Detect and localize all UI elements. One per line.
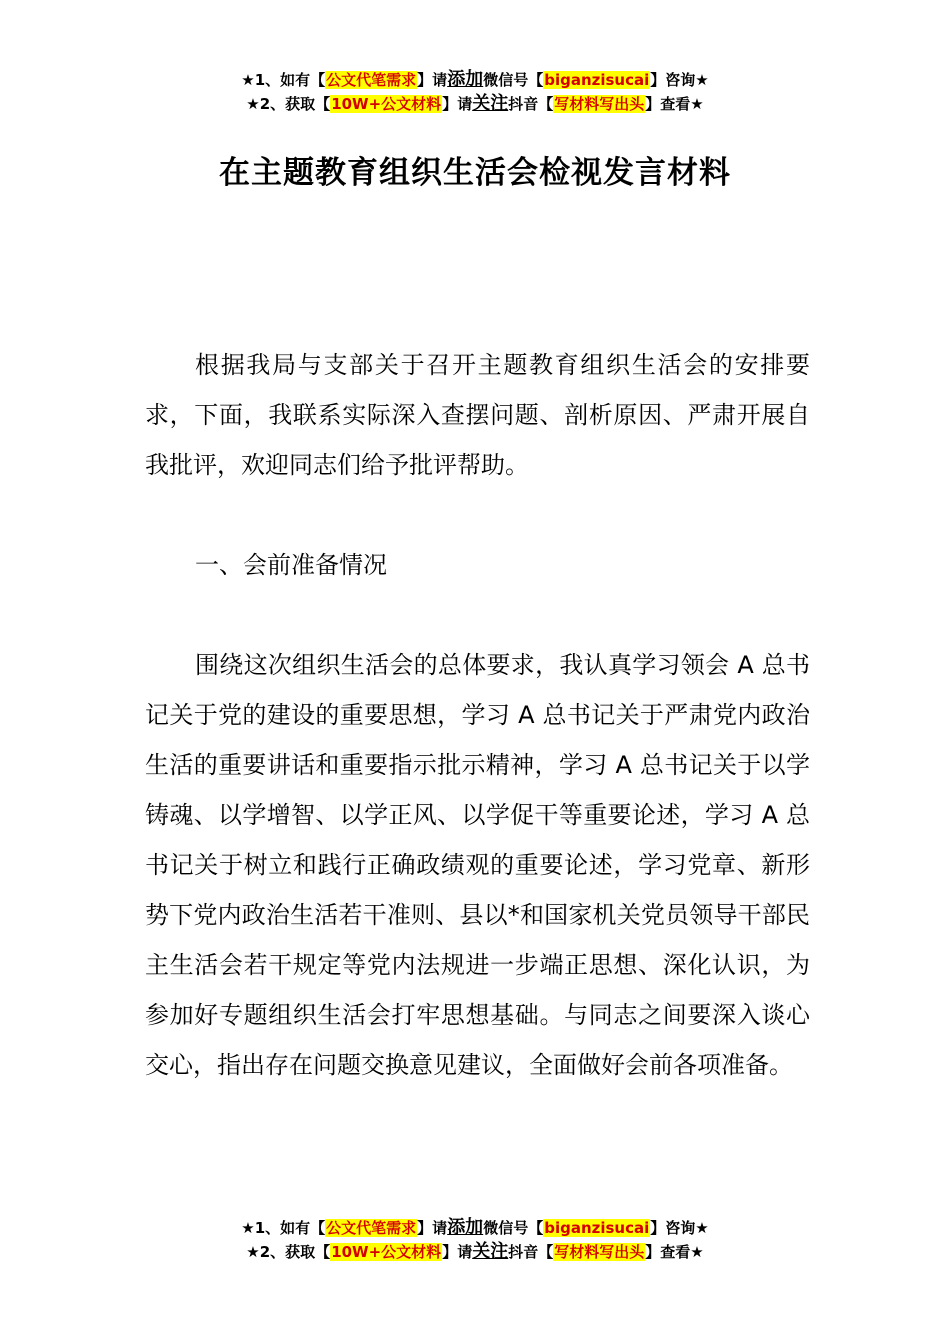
banner-line-2 [0, 1240, 950, 1264]
banner-highlight: 公文代笔需求 [326, 71, 417, 89]
banner-emphasis: 关注 [472, 93, 509, 114]
banner-text: 抖音【 [508, 95, 554, 113]
star-icon: ★ [695, 71, 709, 89]
banner-text: 】咨询 [650, 71, 696, 89]
header-banner [0, 68, 950, 116]
douyin-id: 写材料写出头 [554, 1243, 645, 1261]
banner-line-2 [0, 92, 950, 116]
document-body [145, 340, 810, 1090]
section-paragraph: 围绕这次组织生活会的总体要求，我认真学习领会 A 总书记关于党的建设的重要思想，学习 A 总书记关于严肃党内政治生活的重要讲话和重要指示批示精神，学习 A 总书记关于以学铸魂、以学增智、以学正风、以学促干等重要论述，学习 A 总书记关于树立和践行正确政绩观的重要论述，学习党章、新形势下党内政治生活若干准则、县以*和国家机关党员领导干部民主生活会若干规定等党内法规进一步端正思想、深化认识，为参加好专题组织生活会打牢思想基础。与同志之间要深入谈心交心，指出存在问题交换意见建议，全面做好会前各项准备。 [145, 651, 810, 1079]
banner-text: 2、获取【 [259, 95, 331, 113]
star-icon: ★ [695, 1219, 709, 1237]
banner-text: 】查看 [645, 95, 691, 113]
document-title: 在主题教育组织生活会检视发言材料 [219, 155, 731, 191]
wechat-id: biganzisucai [544, 1219, 650, 1237]
banner-text: 】请 [442, 95, 473, 113]
banner-text: 2、获取【 [259, 1243, 331, 1261]
banner-text: 抖音【 [508, 1243, 554, 1261]
footer-banner [0, 1216, 950, 1264]
wechat-id: biganzisucai [544, 71, 650, 89]
banner-emphasis: 添加 [447, 69, 484, 90]
banner-text: 】请 [417, 1219, 448, 1237]
banner-highlight: 10W+公文材料 [331, 95, 442, 113]
banner-text: 】请 [442, 1243, 473, 1261]
banner-text: 】查看 [645, 1243, 691, 1261]
star-icon: ★ [241, 71, 255, 89]
star-icon: ★ [690, 1243, 704, 1261]
banner-text: 1、如有【 [254, 1219, 326, 1237]
banner-emphasis: 关注 [472, 1241, 509, 1262]
banner-text: 微信号【 [483, 1219, 544, 1237]
star-icon: ★ [246, 1243, 260, 1261]
star-icon: ★ [690, 95, 704, 113]
banner-highlight: 公文代笔需求 [326, 1219, 417, 1237]
section-heading: 一、会前准备情况 [195, 551, 387, 579]
star-icon: ★ [241, 1219, 255, 1237]
banner-text: 微信号【 [483, 71, 544, 89]
banner-line-1 [0, 1216, 950, 1240]
banner-emphasis: 添加 [447, 1217, 484, 1238]
banner-text: 】请 [417, 71, 448, 89]
banner-highlight: 10W+公文材料 [331, 1243, 442, 1261]
banner-text: 1、如有【 [254, 71, 326, 89]
star-icon: ★ [246, 95, 260, 113]
banner-line-1 [0, 68, 950, 92]
banner-text: 】咨询 [650, 1219, 696, 1237]
douyin-id: 写材料写出头 [554, 95, 645, 113]
intro-paragraph: 根据我局与支部关于召开主题教育组织生活会的安排要求，下面，我联系实际深入查摆问题、剖析原因、严肃开展自我批评，欢迎同志们给予批评帮助。 [145, 351, 810, 479]
